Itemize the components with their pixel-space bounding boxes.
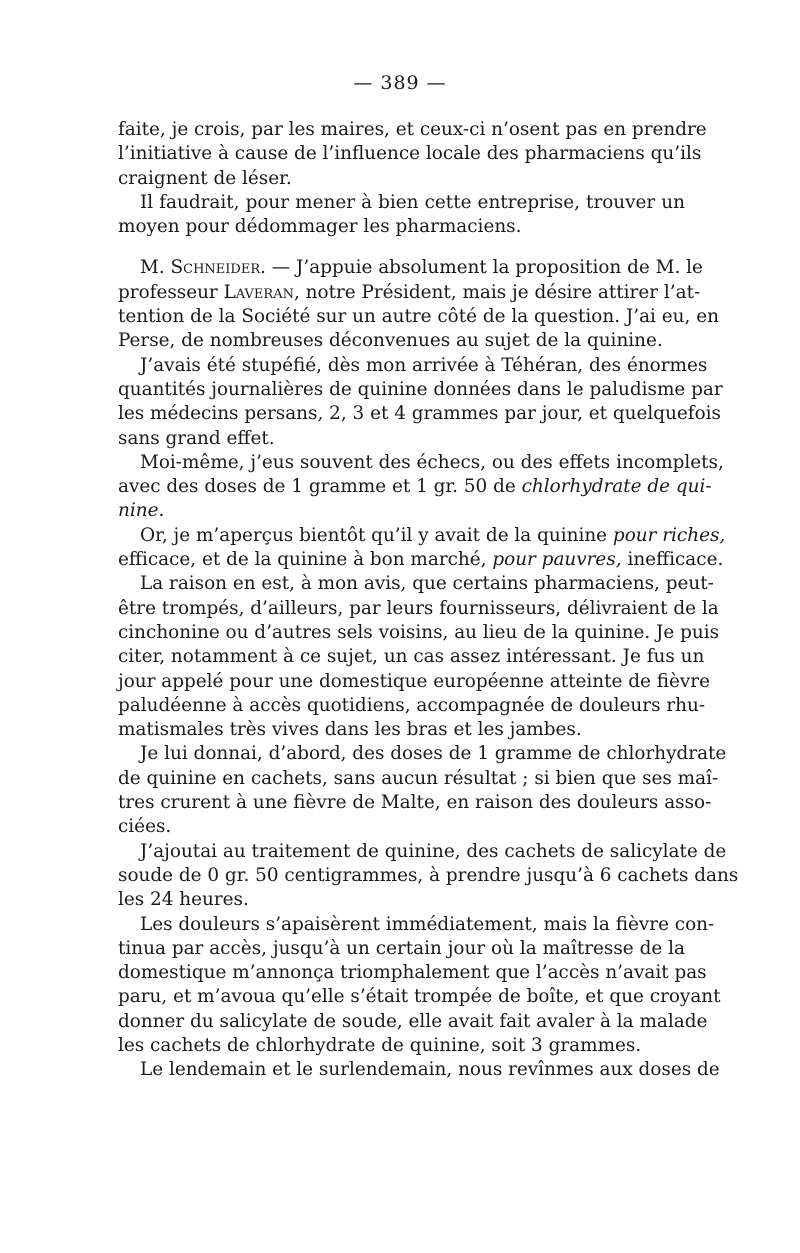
- text-span: inefficace.: [621, 549, 724, 571]
- speaker-name: M. Schneider.: [140, 257, 266, 279]
- text-span: professeur: [118, 281, 224, 303]
- text-line: sans grand effet.: [118, 427, 275, 449]
- text-line: donner du salicylate de soude, elle avait fait avaler à la malade: [118, 1010, 708, 1032]
- text-line: [118, 281, 701, 305]
- text-line: craignent de léser.: [118, 167, 292, 189]
- text-line: les cachets de chlorhydrate de quinine, soit 3 grammes.: [118, 1034, 642, 1056]
- text-line: Les douleurs s’apaisèrent immédiatement, mais la fièvre con-: [140, 913, 715, 935]
- text-span: avec des doses de 1 gramme et 1 gr. 50 de: [118, 476, 522, 498]
- text-line: moyen pour dédommager les pharmaciens.: [118, 216, 522, 238]
- text-line: soude de 0 gr. 50 centigrammes, à prendre jusqu’à 6 cachets dans: [118, 864, 739, 886]
- text-line: ciées.: [118, 816, 172, 838]
- italic-term: pour pauvres,: [492, 549, 622, 571]
- text-line: les 24 heures.: [118, 889, 249, 911]
- text-line: paru, et m’avoua qu’elle s’était trompée de boîte, et que croyant: [118, 986, 721, 1008]
- text-line: domestique m’annonça triomphalement que l’accès n’avait pas: [118, 962, 707, 984]
- text-span: efficace, et de la quinine à bon marché,: [118, 549, 493, 571]
- italic-term: pour riches,: [612, 524, 726, 546]
- text-line: [118, 524, 726, 548]
- text-line: [118, 475, 712, 499]
- text-line: [118, 256, 703, 280]
- person-name: Laveran: [223, 281, 294, 303]
- text-line: Moi-même, j’eus souvent des échecs, ou des effets incomplets,: [140, 451, 724, 473]
- text-line: faite, je crois, par les maires, et ceux-ci n’osent pas en prendre: [118, 119, 707, 140]
- text-span: Or, je m’aperçus bientôt qu’il y avait de la quinine: [140, 524, 613, 546]
- italic-term: chlorhydrate de qui-: [521, 476, 712, 498]
- text-line: Je lui donnai, d’abord, des doses de 1 gramme de chlorhydrate: [140, 743, 727, 765]
- paragraph-gap: [118, 239, 685, 256]
- text-line: matismales très vives dans les bras et les jambes.: [118, 719, 582, 741]
- text-line: quantités journalières de quinine données dans le paludisme par: [118, 378, 723, 400]
- italic-term: nine.: [118, 500, 165, 522]
- text-line: paludéenne à accès quotidiens, accompagnée de douleurs rhu-: [118, 694, 706, 716]
- text-line: tres crurent à une fièvre de Malte, en raison des douleurs asso-: [118, 792, 712, 814]
- text-line: Le lendemain et le surlendemain, nous revînmes aux doses de: [140, 1059, 720, 1081]
- text-line: Perse, de nombreuses déconvenues au sujet de la quinine.: [118, 330, 663, 352]
- text-line: l’initiative à cause de l’influence locale des pharmaciens qu’ils: [118, 143, 702, 165]
- text-line: citer, notamment à ce sujet, un cas assez intéressant. Je fus un: [118, 646, 705, 668]
- text-line: de quinine en cachets, sans aucun résultat ; si bien que ses maî-: [118, 767, 719, 789]
- text-line: La raison en est, à mon avis, que certains pharmaciens, peut-: [140, 573, 714, 595]
- text-line: tention de la Société sur un autre côté de la question. J’ai eu, en: [118, 306, 719, 328]
- text-line: tinua par accès, jusqu’à un certain jour où la maîtresse de la: [118, 937, 685, 959]
- page-number: — 389 —: [353, 72, 447, 94]
- text-span: , notre Président, mais je désire attirer l’at-: [293, 281, 701, 303]
- text-line: J’avais été stupéfié, dès mon arrivée à Téhéran, des énormes: [140, 354, 708, 376]
- text-line: les médecins persans, 2, 3 et 4 grammes par jour, et quelquefois: [118, 403, 721, 425]
- text-line: [118, 499, 685, 523]
- text-line: être trompés, d’ailleurs, par leurs fournisseurs, délivraient de la: [118, 597, 719, 619]
- body-text: [118, 118, 739, 1083]
- text-line: Il faudrait, pour mener à bien cette entreprise, trouver un: [140, 191, 685, 213]
- text-line: cinchonine ou d’autres sels voisins, au lieu de la quinine. Je puis: [118, 621, 720, 643]
- text-line: J’ajoutai au traitement de quinine, des cachets de salicylate de: [140, 840, 727, 862]
- text-line: jour appelé pour une domestique européenne atteinte de fièvre: [118, 670, 710, 692]
- text-line: [118, 548, 724, 572]
- text-span: — J’appuie absolument la proposition de M. le: [265, 257, 703, 279]
